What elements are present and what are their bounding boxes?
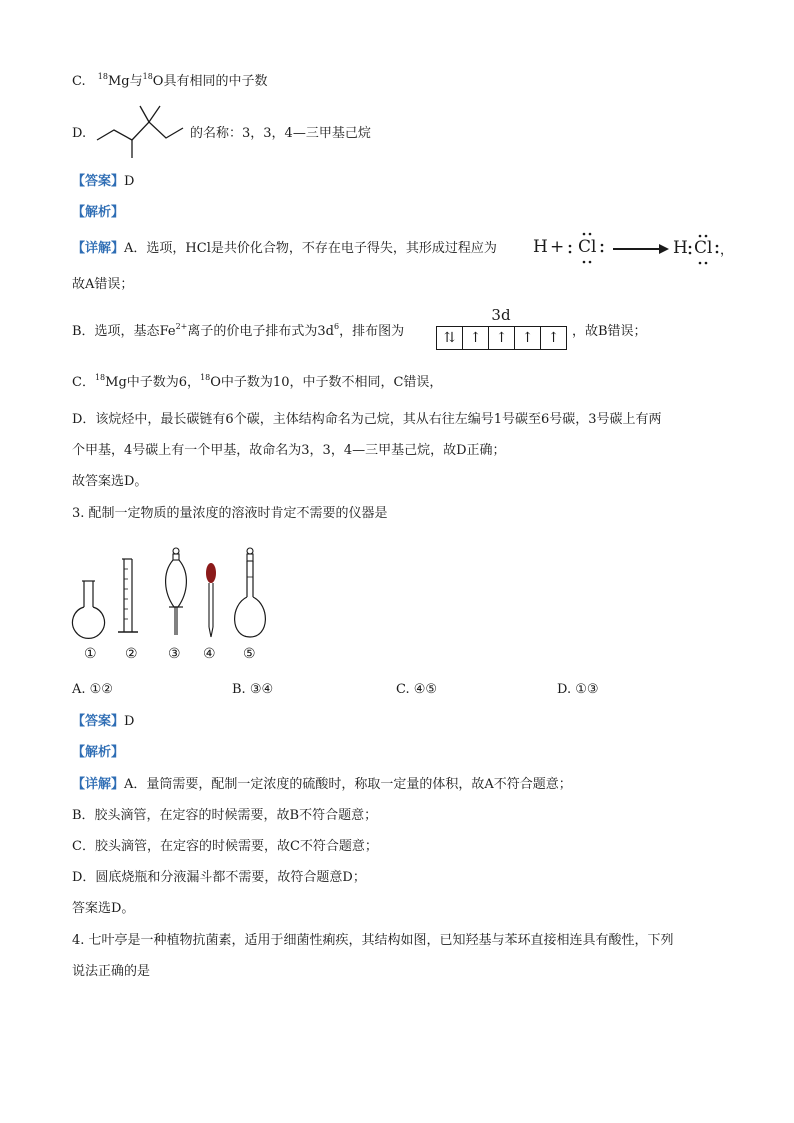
q2-detail-a: 【详解】A．选项，HCl是共价化合物，不存在电子得失，其形成过程应为 — [72, 241, 497, 256]
dropper-icon — [206, 563, 216, 637]
figure-label-2: ② — [125, 646, 138, 662]
q2-analysis — [72, 203, 124, 223]
orbital-box: ↑ — [547, 330, 560, 346]
option-d — [72, 124, 86, 144]
orbital-box: ↑ — [515, 327, 541, 349]
q3-detail-d: D．圆底烧瓶和分液漏斗都不需要，故符合题意D； — [72, 870, 366, 885]
q2-a-end: 故A错误； — [72, 277, 134, 292]
figure-label-3: ③ — [168, 646, 181, 662]
q3-detail-a: 【详解】A．量筒需要，配制一定浓度的硫酸时，称取一定量的体积，故A不符合题意； — [72, 777, 572, 792]
q2-detail-d-line2: 个甲基，4号碳上有一个甲基，故命名为3，3，4—三甲基己烷，故D正确； — [72, 443, 506, 458]
option-d-name: 的名称：3，3，4—三甲基己烷 — [190, 126, 371, 141]
formula-plus: + — [550, 237, 565, 257]
orbital-diagram — [436, 306, 566, 352]
q3-conclusion: 答案选D。 — [72, 901, 135, 916]
option-c-prefix: C. — [72, 74, 86, 89]
q4-question-line1: 4. 七叶亭是一种植物抗菌素，适用于细菌性痢疾，其结构如图，已知羟基与苯环直接相连具有酸性，下列 — [72, 933, 674, 948]
figure-label-1: ① — [84, 646, 97, 662]
detail-tag: 【详解】 — [72, 241, 125, 256]
isotope-o: O — [152, 74, 164, 89]
formula-h: H — [533, 237, 548, 257]
round-bottom-flask-icon — [73, 581, 105, 638]
orbital-box: ↑ — [489, 327, 515, 349]
orbital-box: ⇅ — [437, 327, 463, 349]
formula-cl: Cl — [578, 237, 597, 257]
hcl-formation-formula — [533, 230, 733, 266]
q2-detail-d-line1: D．该烷烃中，最长碳链有6个碳，主体结构命名为己烷，其从右往左编号1号碳至6号碳，3号碳上有两 — [72, 412, 662, 427]
q3-option-d: D. ①③ — [557, 682, 599, 697]
orbital-label: 3d — [491, 306, 511, 324]
q2-answer: 【答案】D — [72, 174, 135, 189]
formula-comma: ， — [720, 243, 734, 258]
apparatus-figure — [66, 545, 276, 645]
q3-detail-c: C．胶头滴管，在定容的时候需要，故C不符合题意； — [72, 839, 378, 854]
isotope-mg: Mg — [107, 74, 130, 89]
q3-option-c: C. ④⑤ — [396, 682, 438, 697]
analysis-tag: 【解析】 — [72, 205, 125, 220]
q3-detail-b: B．胶头滴管，在定容的时候需要，故B不符合题意； — [72, 808, 378, 823]
q3-option-a: A. ①② — [72, 682, 113, 697]
q3-analysis — [72, 743, 124, 763]
q3-option-b: B. ③④ — [232, 682, 274, 697]
q2-conclusion: 故答案选D。 — [72, 474, 148, 489]
option-d-prefix: D. — [72, 126, 87, 141]
answer-tag: 【答案】 — [72, 714, 125, 729]
separatory-funnel-icon — [166, 548, 187, 635]
formula-cl2: Cl — [694, 238, 713, 258]
q4-question-line2: 说法正确的是 — [72, 964, 151, 979]
detail-tag: 【详解】 — [72, 777, 125, 792]
formula-h2: H — [673, 238, 688, 258]
figure-label-5: ⑤ — [243, 646, 256, 662]
answer-tag: 【答案】 — [72, 174, 125, 189]
option-c: C. $^{18}$Mg与$^{18}$O具有相同的中子数 — [72, 72, 268, 89]
orbital-boxes — [436, 326, 567, 350]
graduated-cylinder-icon — [118, 559, 138, 632]
volumetric-flask-icon — [235, 548, 266, 637]
q2-detail-c: C．$^{18}$Mg中子数为6，$^{18}$O中子数为10，中子数不相同，C错误， — [72, 373, 443, 390]
skeletal-structure-image — [94, 100, 189, 162]
analysis-tag: 【解析】 — [72, 745, 125, 760]
q2-b-end: ，故B错误； — [572, 324, 647, 339]
q2-detail-b: B．选项，基态$Fe^{2+}$离子的价电子排布式为$3d^6$，排布图为 — [72, 322, 405, 339]
figure-label-4: ④ — [203, 646, 216, 662]
orbital-box: ↑ — [463, 327, 489, 349]
q3-question: 3. 配制一定物质的量浓度的溶液时肯定不需要的仪器是 — [72, 506, 388, 521]
q3-answer: 【答案】D — [72, 714, 135, 729]
